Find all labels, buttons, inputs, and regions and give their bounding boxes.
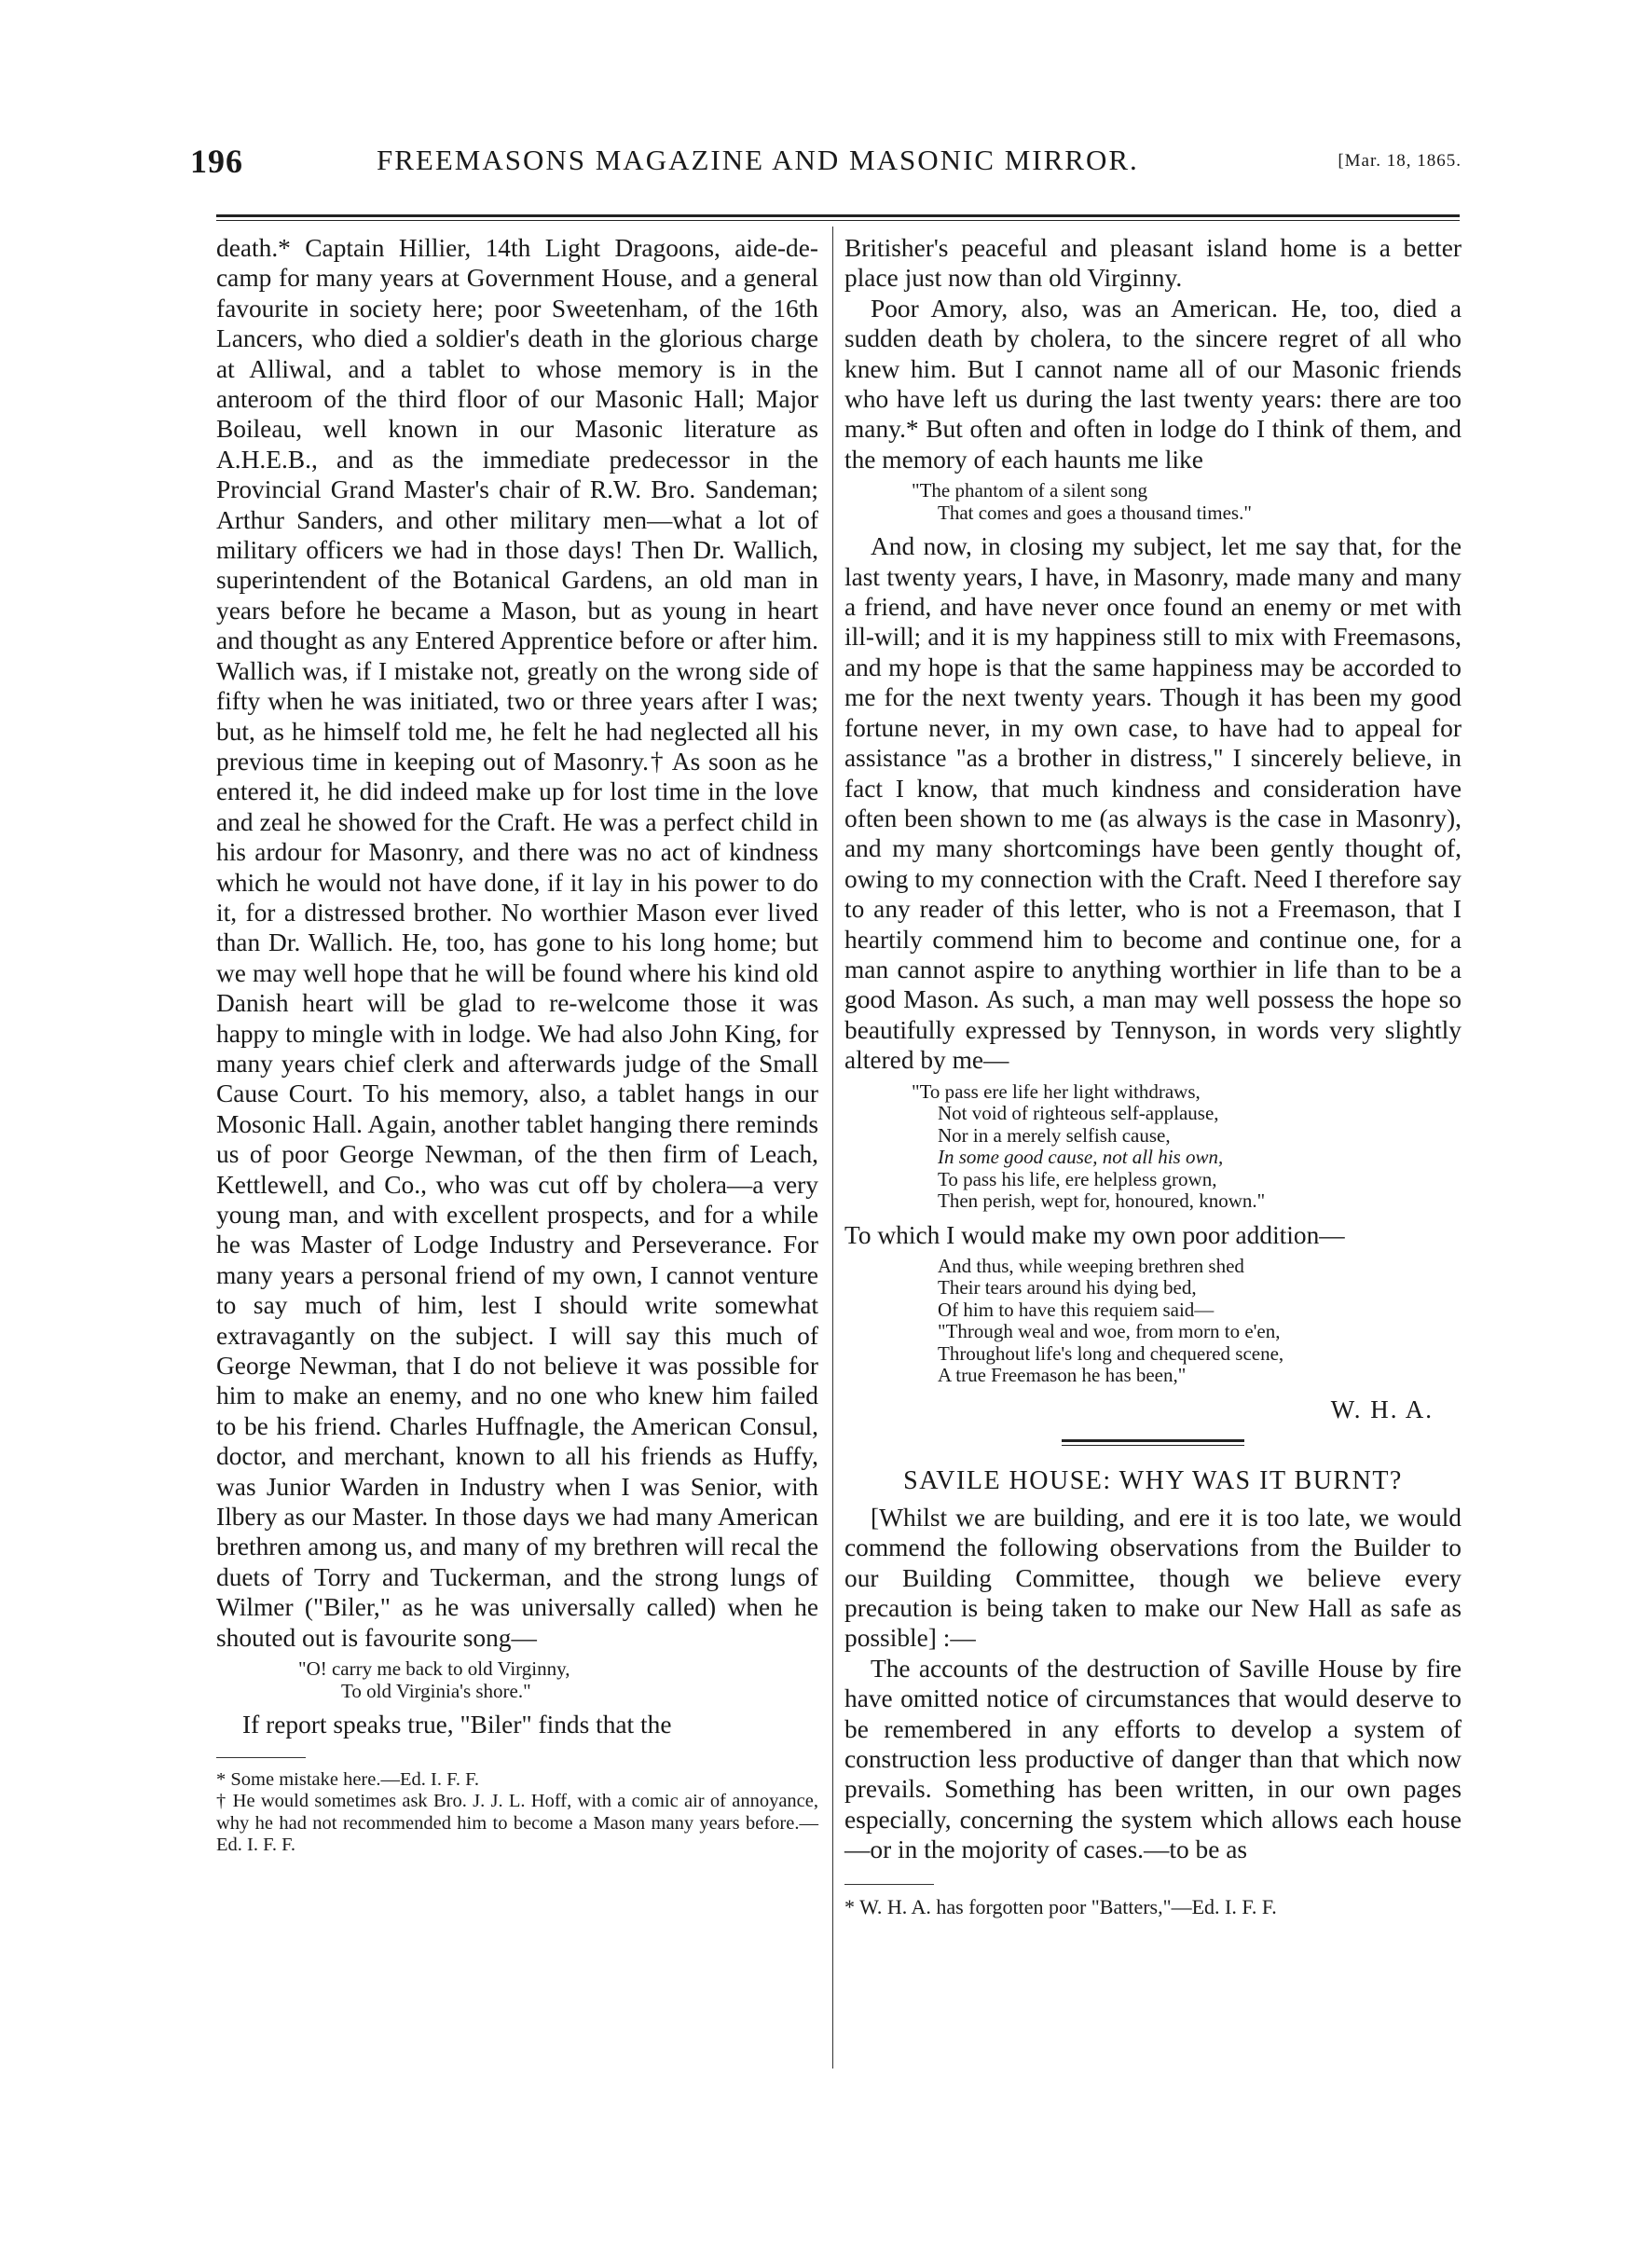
page-header	[190, 142, 1462, 198]
footnote-rule	[216, 1757, 306, 1758]
right-column	[844, 233, 1462, 1918]
verse-line: To old Virginia's shore."	[341, 1679, 531, 1702]
running-title: FREEMASONS MAGAZINE AND MASONIC MIRROR.	[377, 144, 1139, 176]
paragraph: The accounts of the destruction of Saville House by fire have omitted notice of circumstances that would deserve to be remembered in any efforts to develop a system of construction less productive of danger than that which now prevails. Something has been written, in our own pages especially, concerning the system which allows each house—or in the mojority of cases.—to be as	[844, 1654, 1462, 1864]
footnote: † He would sometimes ask Bro. J. J. L. Hoff, with a comic air of annoyance, why he had not recommended him to become a Mason many years before.—Ed. I. F. F.	[216, 1791, 818, 1855]
verse-line: Throughout life's long and chequered scene,	[938, 1341, 1284, 1365]
section-rule	[1062, 1439, 1244, 1442]
verse-line: "To pass ere life her light withdraws,	[912, 1079, 1201, 1103]
page-number: 196	[190, 143, 243, 180]
footnote: * W. H. A. has forgotten poor "Batters,"—Ed. I. F. F.	[844, 1894, 1277, 1918]
verse-line: In some good cause, not all his own,	[938, 1146, 1224, 1169]
verse-quote	[844, 1081, 1462, 1213]
issue-date: [Mar. 18, 1865.	[1338, 151, 1462, 171]
verse-line: Of him to have this requiem said—	[938, 1298, 1215, 1321]
left-column	[216, 233, 818, 1857]
paragraph: [Whilst we are building, and ere it is too late, we would commend the following observations from the Builder to our Building Committee, though we believe every precaution is being taken to make our New Hall as safe as possible] :—	[844, 1503, 1462, 1653]
verse-quote	[216, 1658, 818, 1702]
header-rule-thin	[216, 220, 1460, 221]
verse-line: "Through weal and woe, from morn to e'en,	[938, 1320, 1281, 1343]
section-title: SAVILE HOUSE: WHY WAS IT BURNT?	[903, 1466, 1403, 1496]
paragraph: Britisher's peaceful and pleasant island home is a better place just now than old Virginny.	[844, 234, 1462, 293]
verse-line: And thus, while weeping brethren shed	[938, 1254, 1244, 1277]
verse-quote	[844, 480, 1462, 524]
verse-line: "The phantom of a silent song	[912, 479, 1147, 502]
footnote-rule	[844, 1884, 934, 1885]
verse-line: Then perish, wept for, honoured, known."	[938, 1189, 1266, 1213]
paragraph: Poor Amory, also, was an American. He, too, died a sudden death by cholera, to the sincere regret of all who knew him. But I cannot name all of our Masonic friends who have left us during the last twenty years: there are too many.* But often and often in lodge do I think of them, and the memory of each haunts me like	[844, 294, 1462, 474]
verse-line: Not void of righteous self-applause,	[938, 1102, 1219, 1125]
verse-line: "O! carry me back to old Virginny,	[298, 1657, 570, 1681]
verse-line: That comes and goes a thousand times."	[938, 501, 1252, 524]
verse-line: To pass his life, ere helpless grown,	[938, 1167, 1217, 1190]
paragraph: If report speaks true, "Biler" finds that the	[242, 1711, 672, 1739]
paragraph: death.* Captain Hillier, 14th Light Dragoons, aide-de-camp for many years at Government House, and a general favourite in society here; poor Sweetenham, of the 16th Lancers, who died a soldier's death in the glorious charge at Alliwal, and a tablet to whose memory is in the anteroom of the third floor of our Masonic Hall; Major Boileau, well known in our Masonic literature as A.H.E.B., and as the immediate predecessor in the Provincial Grand Master's chair of R.W. Bro. Sandeman; Arthur Sanders, and other military men—what a lot of military officers we had in those days! Then Dr. Wallich, superintendent of the Botanical Gardens, an old man in years before he became a Mason, but as young in heart and thought as any Entered Apprentice before or after him. Wallich was, if I mistake not, greatly on the wrong side of fifty when he was initiated, two or three years after I was; but, as he himself told me, he felt he had neglected all his previous time in keeping out of Masonry.† As soon as he entered it, he did indeed make up for lost time in the love and zeal he showed for the Craft. He was a perfect child in his ardour for Masonry, and there was no act of kindness which he would not have done, if it lay in his power to do it, for a distressed brother. No worthier Mason ever lived than Dr. Wallich. He, too, has gone to his long home; but we may well hope that he will be found where his kind old Danish heart will be glad to re-welcome those it was happy to mingle with in lodge. We had also John King, for many years chief clerk and afterwards judge of the Small Cause Court. To his memory, also, a tablet hangs in our Mosonic Hall. Again, another tablet hanging there reminds us of poor George Newman, of the then firm of Leach, Kettlewell, and Co., who was cut off by cholera—a very young man, and with excellent prospects, and for a while he was Master of Lodge Industry and Perseverance. For many years a personal friend of my own, I cannot venture to say much of him, lest I should write somewhat extravagantly on the subject. I will say this much of George Newman, that I do not believe it was possible for him to make an enemy, and no one who knew him failed to be his friend. Charles Huffnagle, the American Consul, doctor, and merchant, known to all his friends as Huffy, was Junior Warden in Industry when I was Senior, with Ilbery as our Master. In those days we had many American brethren among us, and many of my brethren will recal the duets of Torry and Tuckerman, and the strong lungs of Wilmer ("Biler," as he was universally called) when he shouted out is favourite song—	[216, 234, 818, 1652]
header-rule	[216, 214, 1460, 217]
column-divider	[832, 227, 833, 2069]
paragraph: And now, in closing my subject, let me say that, for the last twenty years, I have, in Masonry, made many and many a friend, and have never once found an enemy or met with ill-will; and it is my happiness still to mix with Freemasons, and my hope is that the same happiness may be accorded to me for the next twenty years. Though it has been my good fortune never, in my own case, to have had to appeal for assistance "as a brother in distress," I sincerely believe, in fact I know, that much kindness and consideration have often been shown to me (as always is the case in Masonry), and my many shortcomings have been gently thought of, owing to my connection with the Craft. Need I therefore say to any reader of this letter, who is not a Freemason, that I heartily commend him to become and continue one, for a man cannot aspire to anything worthier in life than to be a good Mason. As such, a man may well possess the hope so beautifully expressed by Tennyson, in words very slightly altered by me—	[844, 532, 1462, 1075]
section-rule-thin	[1062, 1445, 1244, 1446]
verse-line: Their tears around his dying bed,	[938, 1276, 1197, 1299]
verse-line: A true Freemason he has been,"	[938, 1364, 1187, 1387]
verse-line: Nor in a merely selfish cause,	[938, 1123, 1171, 1147]
paragraph: To which I would make my own poor addition—	[844, 1220, 1345, 1249]
author-signature: W. H. A.	[1330, 1395, 1434, 1423]
verse-quote	[844, 1256, 1462, 1387]
footnote: * Some mistake here.—Ed. I. F. F.	[216, 1768, 479, 1790]
